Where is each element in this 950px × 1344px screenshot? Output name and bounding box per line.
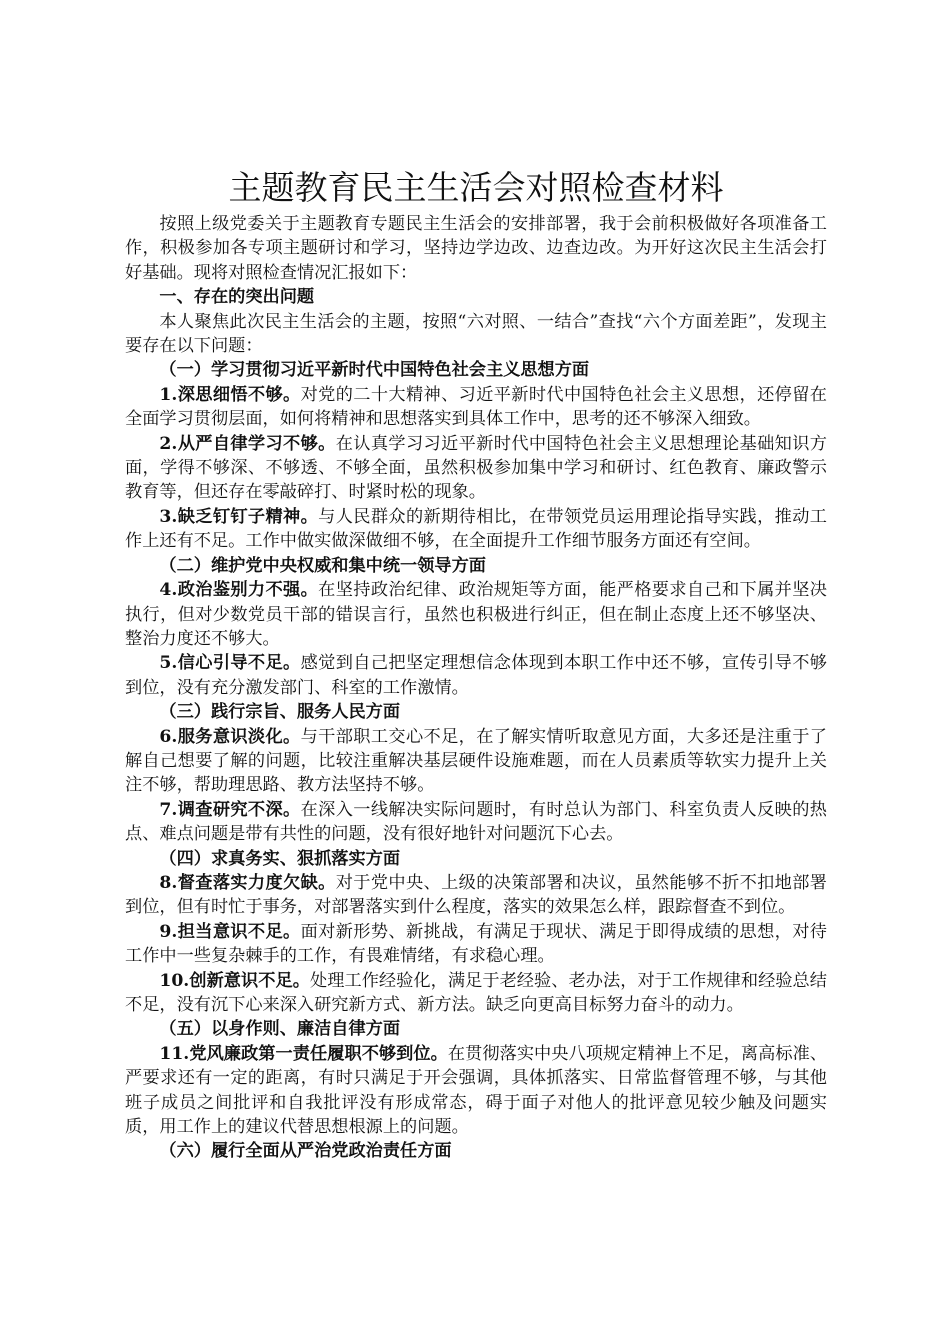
item-text: 与干部职工交心不足，在了解实情听取意见方面，大多还是注重于了解自己想要了解的问题，比较注重解决基层硬件设施难题，而在人员素质等软实力提升上关注不够，帮助理思路、教方法坚持不够。 xyxy=(125,726,827,796)
part-heading: （二）维护党中央权威和集中统一领导方面 xyxy=(159,555,486,576)
item-text: 在坚持政治纪律、政治规矩等方面，能严格要求自己和下属并坚决执行，但对少数党员干部的错误言行，虽然也积极进行纠正，但在制止态度上还不够坚决、整治力度还不够大。 xyxy=(125,580,827,649)
item-lead: 7.调查研究不深。 xyxy=(159,799,301,820)
item-text: 在深入一线解决实际问题时，有时总认为部门、科室负责人反映的热点、难点问题是带有共性的问题，没有很好地针对问题沉下心去。 xyxy=(125,799,827,845)
item-lead: 8.督查落实力度欠缺。 xyxy=(159,872,336,893)
document-title: 主题教育民主生活会对照检查材料 xyxy=(228,168,724,207)
list-item xyxy=(125,969,827,1018)
list-item xyxy=(125,432,827,505)
list-item xyxy=(125,798,827,847)
item-text: 处理工作经验化，满足于老经验、老办法，对于工作规律和经验总结不足，没有沉下心来深入研究新方式、新方法。缺乏向更高目标努力奋斗的动力。 xyxy=(125,970,827,1015)
section-heading: 一、存在的突出问题 xyxy=(159,287,315,308)
item-lead: 6.服务意识淡化。 xyxy=(159,726,301,747)
list-item xyxy=(125,1042,827,1140)
item-lead: 5.信心引导不足。 xyxy=(159,653,301,674)
item-text: 面对新形势、新挑战，有满足于现状、满足于即得成绩的思想，对待工作中一些复杂棘手的工作，有畏难情绪，有求稳心理。 xyxy=(125,921,827,967)
item-lead: 9.担当意识不足。 xyxy=(159,921,301,942)
item-lead: 11.党风廉政第一责任履职不够到位。 xyxy=(159,1043,448,1064)
item-text: 与人民群众的新期待相比，在带领党员运用理论指导实践，推动工作上还有不足。工作中做实做深做细不够，在全面提升工作细节服务方面还有空间。 xyxy=(125,506,827,552)
part-heading: （四）求真务实、狠抓落实方面 xyxy=(159,848,401,869)
item-text: 在贯彻落实中央八项规定精神上不足，离高标准、严要求还有一定的距离，有时只满足于开会强调，具体抓落实、日常监督管理不够，与其他班子成员之间批评和自我批评没有形成常态，碍于面子对他人的批评意见较少触及问题实质，用工作上的建议代替思想根源上的问题。 xyxy=(125,1043,827,1138)
item-lead: 3.缺乏钉钉子精神。 xyxy=(159,506,319,527)
item-text: 对于党中央、上级的决策部署和决议，虽然能够不折不扣地部署到位，但有时忙于事务，对部署落实到什么程度，落实的效果怎么样，跟踪督查不到位。 xyxy=(125,872,827,918)
document-page xyxy=(125,168,827,1164)
list-item xyxy=(125,505,827,554)
part-heading: （一）学习贯彻习近平新时代中国特色社会主义思想方面 xyxy=(159,360,590,381)
part-heading: （六）履行全面从严治党政治责任方面 xyxy=(159,1141,452,1162)
list-item xyxy=(125,920,827,969)
list-item xyxy=(125,383,827,432)
intro-paragraph: 按照上级党委关于主题教育专题民主生活会的安排部署，我于会前积极做好各项准备工作，积极参加各专项主题研讨和学习，坚持边学边改、边查边改。为开好这次民主生活会打好基础。现将对照检查情况汇报如下： xyxy=(125,214,827,283)
item-text: 感觉到自己把坚定理想信念体现到本职工作中还不够，宣传引导不够到位，没有充分激发部门、科室的工作激情。 xyxy=(125,653,827,698)
item-text: 对党的二十大精神、习近平新时代中国特色社会主义思想，还停留在全面学习贯彻层面，如何将精神和思想落实到具体工作中，思考的还不够深入细致。 xyxy=(125,384,827,430)
section-intro-paragraph: 本人聚焦此次民主生活会的主题，按照“六对照、一结合”查找“六个方面差距”，发现主要存在以下问题： xyxy=(125,311,827,357)
list-item xyxy=(125,871,827,920)
item-lead: 1.深思细悟不够。 xyxy=(159,384,301,405)
part-heading: （五）以身作则、廉洁自律方面 xyxy=(159,1019,401,1040)
item-lead: 10.创新意识不足。 xyxy=(159,970,310,991)
part-heading: （三）践行宗旨、服务人民方面 xyxy=(159,702,401,723)
item-lead: 4.政治鉴别力不强。 xyxy=(159,580,319,601)
list-item xyxy=(125,725,827,798)
item-text: 在认真学习习近平新时代中国特色社会主义思想理论基础知识方面，学得不够深、不够透、不够全面，虽然积极参加集中学习和研讨、红色教育、廉政警示教育等，但还存在零敲碎打、时紧时松的现象。 xyxy=(125,433,827,503)
list-item xyxy=(125,578,827,651)
item-lead: 2.从严自律学习不够。 xyxy=(159,433,336,454)
list-item xyxy=(125,651,827,700)
